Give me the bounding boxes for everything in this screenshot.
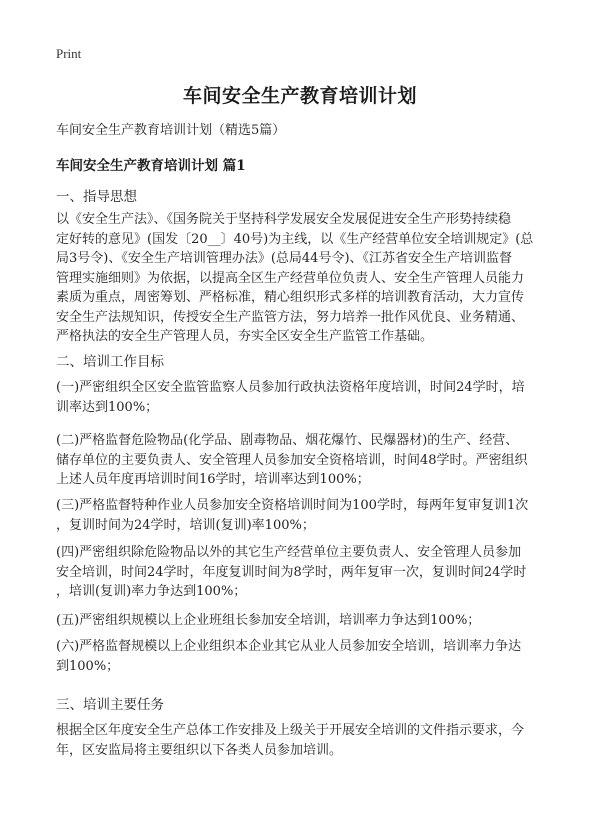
text-line: 素质为重点，周密筹划、严格标准，精心组织形式多样的培训教育活动，大力宣传 xyxy=(56,290,525,305)
goal-item-4 xyxy=(56,543,548,602)
goal-item-2 xyxy=(56,431,548,490)
text-line: (一)严密组织全区安全监管监察人员参加行政执法资格年度培训，时间24学时，培 xyxy=(56,380,525,395)
text-line: (五)严密组织规模以上企业班组长参加安全培训，培训率力争达到100%； xyxy=(56,613,481,628)
text-line: (二)严格监督危险物品(化学品、剧毒物品、烟花爆竹、民爆器材)的生产、经营、 xyxy=(56,433,519,448)
text-line: 安全培训，时间24学时，年度复训时间为8学时，两年复审一次，复训时间24学时 xyxy=(56,564,527,580)
text-line: (三)严格监督特种作业人员参加安全资格培训时间为100学时，每两年复审复训1次 xyxy=(56,498,529,513)
text-line: 严格执法的安全生产管理人员，夯实全区安全生产监管工作基础。 xyxy=(56,329,434,344)
text-line: 上述人员年度再培训时间16学时，培训率达到100%； xyxy=(56,472,370,487)
text-line: 以《安全生产法》、《国务院关于坚持科学发展安全发展促进安全生产形势持续稳 xyxy=(56,212,512,227)
text-line: 根据全区年度安全生产总体工作安排及上级关于开展安全培训的文件指示要求，今 xyxy=(56,723,525,738)
text-line: (六)严格监督规模以上企业组织本企业其它从业人员参加安全培训，培训率力争达 xyxy=(56,639,522,654)
text-line: 训率达到100%； xyxy=(56,399,159,415)
text-line: 局3号令)、《安全生产培训管理办法》(总局44号令)、《江苏省安全生产培训监督 xyxy=(56,251,513,266)
text-line: 定好转的意见》(国发〔20__〕40号)为主线，以《生产经营单位安全培训规定》(总 xyxy=(56,231,534,247)
heading-main-tasks: 三、培训主要任务 xyxy=(56,697,164,713)
goal-item-3 xyxy=(56,496,548,535)
text-line: ，复训时间为24学时，培训(复训)率100%； xyxy=(56,517,315,533)
heading-training-goals: 二、培训工作目标 xyxy=(56,354,164,370)
text-line: 安全生产法规知识，传授安全生产监管方法，努力培养一批作风优良、业务精通、 xyxy=(56,309,525,325)
goal-item-1 xyxy=(56,378,548,417)
document-title: 车间安全生产教育培训计划 xyxy=(182,85,417,107)
text-line: ，培训(复训)率力争达到100%； xyxy=(56,584,247,599)
text-line: (四)严密组织除危险物品以外的其它生产经营单位主要负责人、安全管理人员参加 xyxy=(56,545,522,560)
heading-guiding-principle: 一、指导思想 xyxy=(56,189,137,205)
text-line: 储存单位的主要负责人、安全管理人员参加安全资格培训，时间48学时。严密组织 xyxy=(56,452,528,468)
document-subtitle: 车间安全生产教育培训计划（精选5篇） xyxy=(56,123,286,138)
text-line: 管理实施细则》为依据，以提高全区生产经营单位负责人、安全生产管理人员能力 xyxy=(56,270,525,286)
paragraph-guiding-principle xyxy=(56,210,548,347)
goal-item-5 xyxy=(56,611,548,631)
section-title: 车间安全生产教育培训计划 篇1 xyxy=(56,158,246,174)
text-line: 到100%； xyxy=(56,658,120,674)
paragraph-main-tasks xyxy=(56,721,548,760)
text-line: 年，区安监局将主要组织以下各类人员参加培训。 xyxy=(56,742,343,758)
goal-item-6 xyxy=(56,637,548,676)
print-link[interactable]: Print xyxy=(56,46,82,61)
